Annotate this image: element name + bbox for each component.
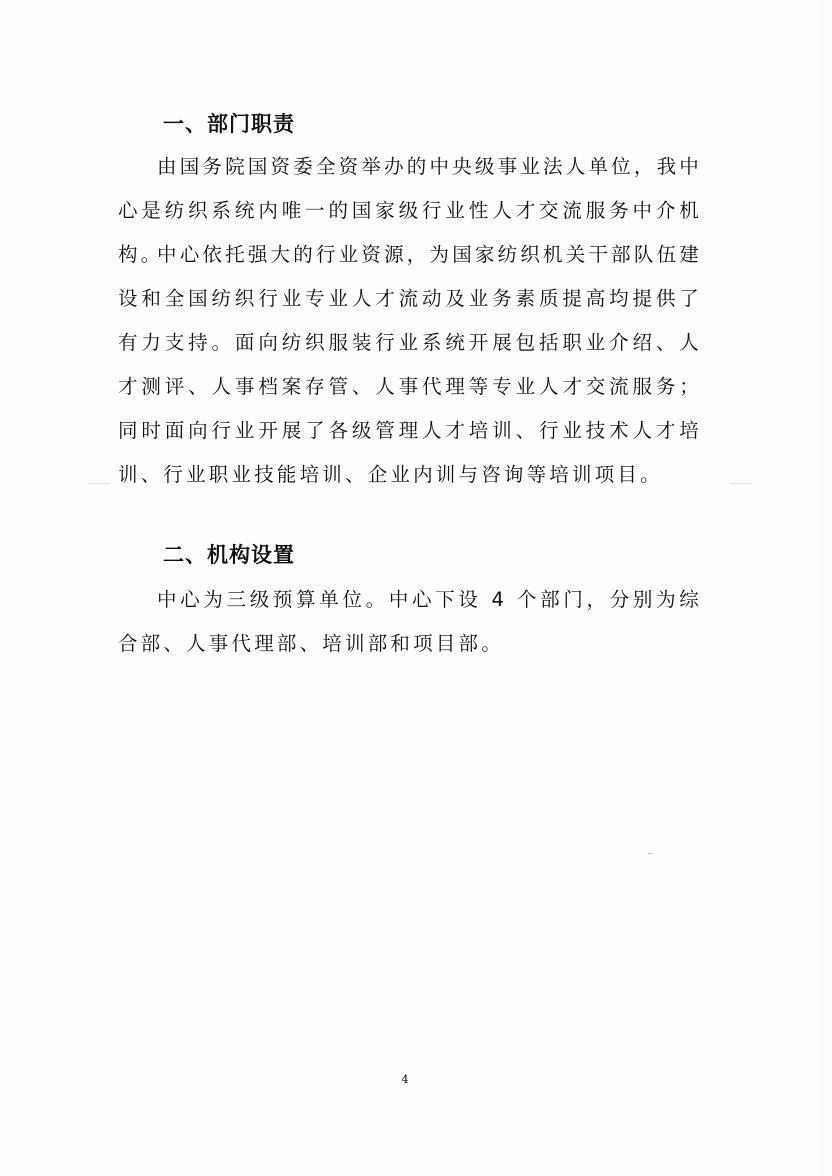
- scan-artifact-left: [88, 483, 110, 484]
- duties-paragraph-1: 由国务院国资委全资举办的中央级事业法人单位，我中心是纺织系统内唯一的国家级行业性人才交流服务中介机构。: [118, 155, 702, 266]
- duties-paragraph-2: 中心依托强大的行业资源，为国家纺织机关干部队伍建设和全国纺织行业专业人才流动及业务素质提高均提供了有力支持。面向纺织服装行业系统开展包括职业介绍、人才测评、人事档案存管、人事代理等专业人才交流服务；同时面向行业开展了各级管理人才培训、行业技术人才培训、行业职业技能培训、企业内训与咨询等培训项目。: [118, 243, 702, 486]
- section-heading-duties: 一、部门职责: [163, 112, 295, 136]
- scan-artifact-dot: [648, 853, 652, 854]
- section-heading-organization: 二、机构设置: [163, 543, 295, 567]
- organization-paragraph-1: 中心为三级预算单位。中心下设 4 个部门，分别为综合部、人事代理部、培训部和项目部。: [118, 588, 702, 655]
- page-number: 4: [401, 1073, 409, 1086]
- scan-edge-line: [822, 0, 823, 1176]
- scan-artifact-right: [730, 483, 752, 484]
